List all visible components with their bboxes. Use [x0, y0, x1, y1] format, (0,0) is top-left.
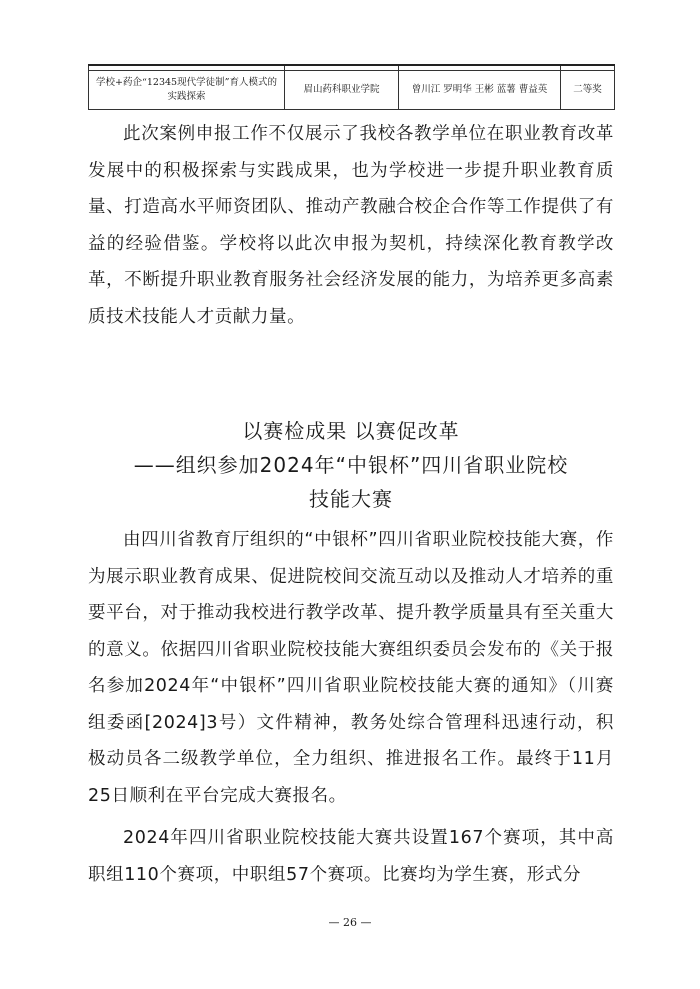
case-title-cell: 学校+药企“12345现代学徒制”育人模式的实践探索 — [89, 71, 285, 110]
heading-subtitle-line2: 技能大赛 — [309, 487, 393, 511]
case-award-table — [88, 64, 615, 110]
authors-cell: 曾川江 罗明华 王彬 蓝薯 曹益英 — [399, 71, 561, 110]
competition-intro-paragraph: 由四川省教育厅组织的“中银杯”四川省职业院校技能大赛，作为展示职业教育成果、促进院校间交流互动以及推动人才培养的重要平台，对于推动我校进行教学改革、提升教学质量具有至关重大的意义。依据四川省职业院校技能大赛组织委员会发布的《关于报名参加2024年“中银杯”四川省职业院校技能大赛的通知》（川赛组委函[2024]3号）文件精神，教务处综合管理科迅速行动，积极动员各二级教学单位，全力组织、推进报名工作。最终于11月25日顺利在平台完成大赛报名。 — [88, 530, 614, 806]
award-cell: 二等奖 — [561, 71, 615, 110]
heading-main-title: 以赛检成果 以赛促改革 — [242, 419, 460, 443]
heading-subtitle-line1: ——组织参加2024年“中银杯”四川省职业院校 — [133, 453, 569, 477]
page-number: — 26 — — [328, 916, 372, 929]
section-heading — [88, 414, 614, 516]
table-row — [89, 71, 615, 110]
competition-stats-paragraph: 2024年四川省职业院校技能大赛共设置167个赛项，其中高职组110个赛项，中职组57个赛项。比赛均为学生赛，形式分 — [88, 828, 614, 885]
summary-paragraph: 此次案例申报工作不仅展示了我校各教学单位在职业教育改革发展中的积极探索与实践成果，也为学校进一步提升职业教育质量、打造高水平师资团队、推动产教融合校企合作等工作提供了有益的经验借鉴。学校将以此次申报为契机，持续深化教育教学改革，不断提升职业教育服务社会经济发展的能力，为培养更多高素质技术技能人才贡献力量。 — [88, 124, 614, 327]
school-cell: 眉山药科职业学院 — [285, 71, 399, 110]
